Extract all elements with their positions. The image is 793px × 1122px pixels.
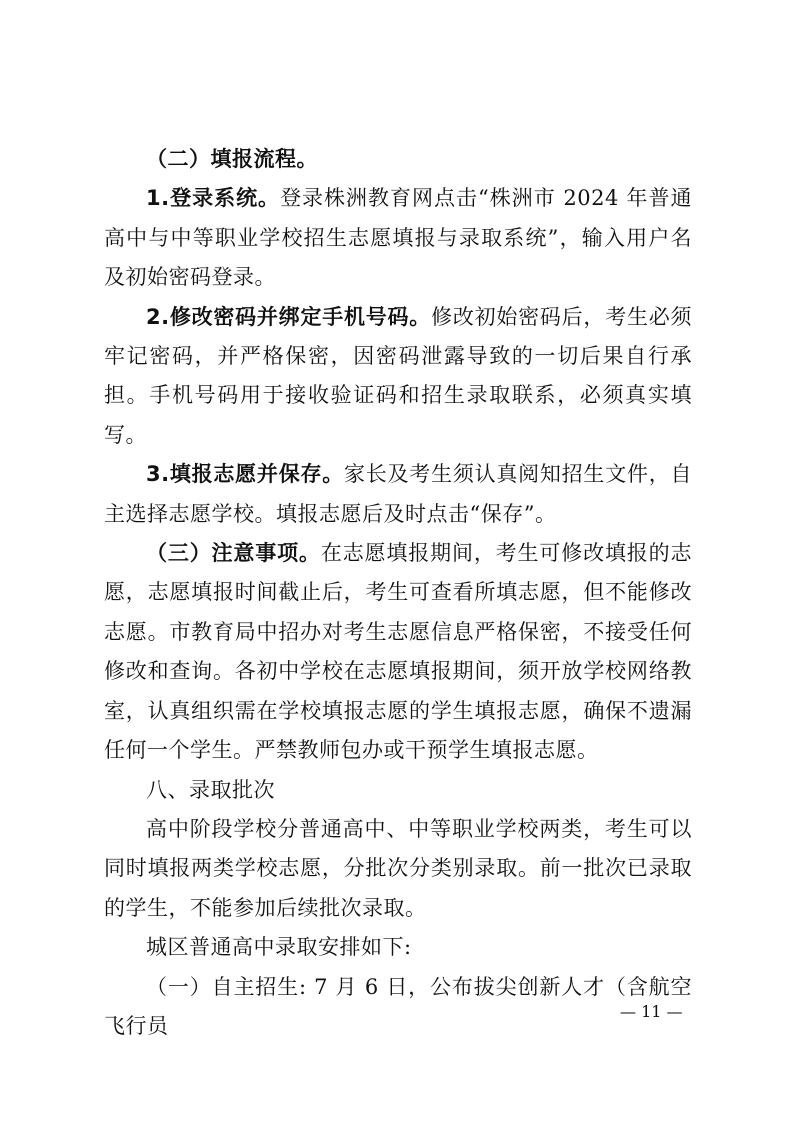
paragraph-text: 八、录取批次 bbox=[146, 777, 275, 802]
section-heading: 3.填报志愿并保存。 bbox=[146, 462, 344, 487]
paragraph-change-password bbox=[104, 298, 692, 456]
section-heading: 2.修改密码并绑定手机号码。 bbox=[146, 304, 432, 329]
paragraph-text: 城区普通高中录取安排如下: bbox=[146, 935, 412, 960]
paragraph-city-arrangement bbox=[104, 928, 692, 967]
paragraph-batch-title bbox=[104, 771, 692, 810]
paragraph-login bbox=[104, 179, 692, 297]
page-number: — 11 — bbox=[620, 1002, 683, 1021]
paragraph-notes bbox=[104, 534, 692, 770]
paragraph-text: 登录株洲教育网点击“株洲市 2024 年普通高中与中等职业学校招生志愿填报与录取系统”，输入用户名及初始密码登录。 bbox=[104, 186, 692, 290]
paragraph-self-enrollment bbox=[104, 968, 692, 1047]
paragraph-process-title bbox=[104, 140, 692, 179]
document-body bbox=[104, 140, 692, 1046]
paragraph-text: （一）自主招生: 7 月 6 日，公布拔尖创新人才（含航空飞行员 bbox=[104, 974, 692, 1038]
section-heading: 1.登录系统。 bbox=[146, 186, 281, 211]
section-heading: （二）填报流程。 bbox=[146, 147, 318, 171]
section-heading: （三）注意事项。 bbox=[146, 541, 321, 566]
paragraph-text: 修改初始密码后，考生必须牢记密码，并严格保密，因密码泄露导致的一切后果自行承担。手机号码用于接收验证码和招生录取联系，必须真实填写。 bbox=[104, 304, 692, 447]
paragraph-text: 家长及考生须认真阅知招生文件，自主选择志愿学校。填报志愿后及时点击“保存”。 bbox=[104, 462, 693, 526]
paragraph-fill-save bbox=[104, 455, 692, 534]
paragraph-text: 在志愿填报期间，考生可修改填报的志愿，志愿填报时间截止后，考生可查看所填志愿，但不能修改志愿。市教育局中招办对考生志愿信息严格保密，不接受任何修改和查询。各初中学校在志愿填报期间，须开放学校网络教室，认真组织需在学校填报志愿的学生填报志愿，确保不遗漏任何一个学生。严禁教师包办或干预学生填报志愿。 bbox=[104, 541, 693, 763]
paragraph-batch-desc bbox=[104, 810, 692, 928]
paragraph-text: 高中阶段学校分普通高中、中等职业学校两类，考生可以同时填报两类学校志愿，分批次分类别录取。前一批次已录取的学生，不能参加后续批次录取。 bbox=[104, 816, 692, 920]
